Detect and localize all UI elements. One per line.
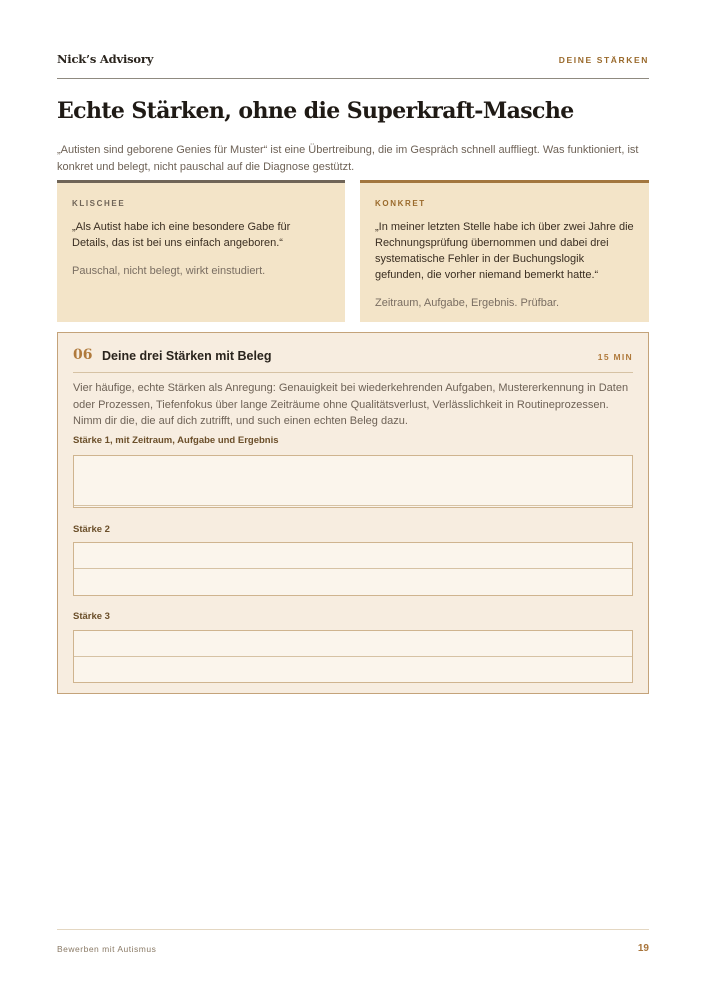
concrete-note: Zeitraum, Aufgabe, Ergebnis. Prüfbar. bbox=[375, 297, 560, 309]
exercise-box bbox=[57, 332, 649, 694]
field-rule bbox=[74, 568, 632, 569]
strength-3-field[interactable] bbox=[73, 630, 633, 683]
exercise-description: Vier häufige, echte Stärken als Anregung: Genauigkeit bei wiederkehrenden Aufgaben, Mustererkennung in Daten oder Prozessen, Tiefenfokus über lange Zeiträume ohne Qualitätsverlust, Verlässlichkeit in Routineprozessen. Nimm dir die, die auf dich zutrifft, und such einen echten Beleg dazu. bbox=[73, 382, 629, 427]
page-header bbox=[57, 52, 649, 79]
concrete-quote: „In meiner letzten Stelle habe ich über zwei Jahre die Rechnungsprüfung übernommen und dabei drei systematische Fehler in der Buchungslogik gefunden, die vorher niemand bemerkt hatte.“ bbox=[375, 221, 634, 281]
intro-text: „Autisten sind geborene Genies für Muster“ ist eine Übertreibung, die im Gespräch schnell auffliegt. Was funktioniert, ist konkret und belegt, nicht pauschal auf die Diagnose gestützt. bbox=[57, 144, 639, 173]
concrete-label: KONKRET bbox=[375, 199, 426, 208]
cliche-card bbox=[57, 180, 345, 322]
field-rule bbox=[74, 505, 632, 506]
strength-2-field[interactable] bbox=[73, 542, 633, 596]
concrete-card bbox=[360, 180, 649, 322]
cliche-quote: „Als Autist habe ich eine besondere Gabe für Details, das ist bei uns einfach angeboren.“ bbox=[72, 221, 291, 249]
field-label-strength-2: Stärke 2 bbox=[73, 524, 110, 535]
section-tag: DEINE STÄRKEN bbox=[558, 55, 649, 65]
worksheet-page bbox=[57, 0, 649, 1000]
page-title: Echte Stärken, ohne die Superkraft-Masche bbox=[57, 98, 574, 124]
page-footer bbox=[57, 929, 649, 960]
brand-name: Nick’s Advisory bbox=[57, 52, 154, 66]
exercise-header bbox=[73, 333, 633, 373]
page-number: 19 bbox=[637, 943, 649, 954]
cliche-note: Pauschal, nicht belegt, wirkt einstudiert. bbox=[72, 265, 266, 277]
field-label-strength-1: Stärke 1, mit Zeitraum, Aufgabe und Ergebnis bbox=[73, 435, 279, 446]
field-rule bbox=[74, 656, 632, 657]
exercise-title: Deine drei Stärken mit Beleg bbox=[102, 349, 272, 363]
cliche-label: KLISCHEE bbox=[72, 199, 126, 208]
field-label-strength-3: Stärke 3 bbox=[73, 611, 110, 622]
strength-1-field[interactable] bbox=[73, 455, 633, 508]
exercise-number: 06 bbox=[73, 347, 93, 363]
exercise-duration: 15 MIN bbox=[597, 352, 633, 362]
footer-title: Bewerben mit Autismus bbox=[57, 944, 157, 954]
